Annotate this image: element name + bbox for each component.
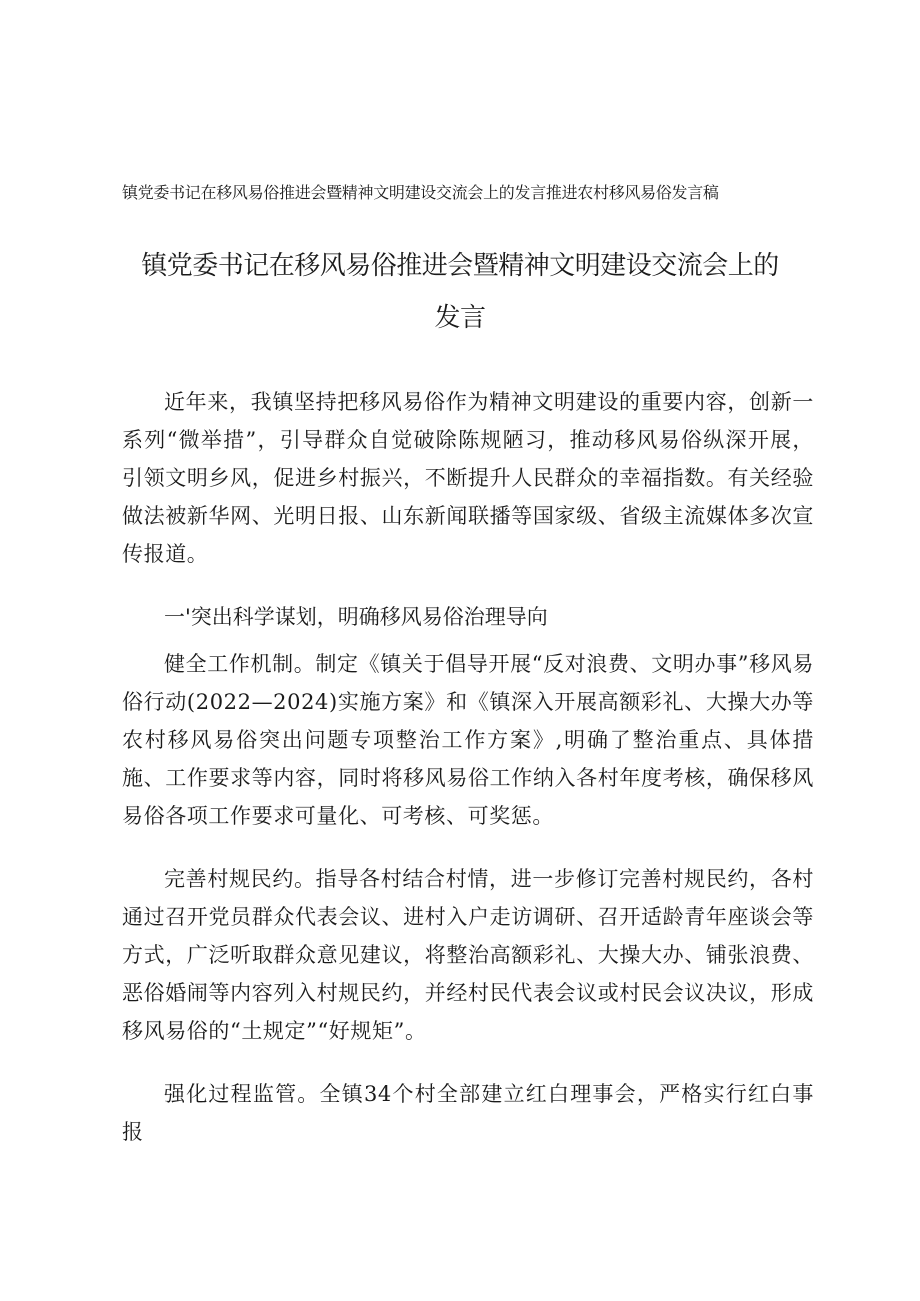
document-title: 镇党委书记在移风易俗推进会暨精神文明建设交流会上的发言	[141, 251, 779, 333]
paragraph-process-supervision: 强化过程监管。全镇34个村全部建立红白理事会，严格实行红白事报	[122, 1082, 814, 1144]
running-header: 镇党委书记在移风易俗推进会暨精神文明建设交流会上的发言推进农村移风易俗发言稿	[122, 183, 719, 202]
paragraph-village-rules: 完善村规民约。指导各村结合村情，进一步修订完善村规民约，各村通过召开党员群众代表会议、进村入户走访调研、召开适龄青年座谈会等方式，广泛听取群众意见建议，将整治高额彩礼、大操大办、铺张浪费、恶俗婚闹等内容列入村规民约，并经村民代表会议或村民会议决议，形成移风易俗的“土规定”“好规矩”。	[122, 867, 814, 1043]
paragraph-intro: 近年来，我镇坚持把移风易俗作为精神文明建设的重要内容，创新一系列“微举措”，引导群众自觉破除陈规陋习，推动移风易俗纵深开展，引领文明乡风，促进乡村振兴，不断提升人民群众的幸福指数。有关经验做法被新华网、光明日报、山东新闻联播等国家级、省级主流媒体多次宣传报道。	[122, 390, 814, 566]
paragraph-work-mechanism: 健全工作机制。制定《镇关于倡导开展“反对浪费、文明办事”移风易俗行动(2022—2024)实施方案》和《镇深入开展高额彩礼、大操大办等农村移风易俗突出问题专项整治工作方案》,明确了整治重点、具体措施、工作要求等内容，同时将移风易俗工作纳入各村年度考核，确保移风易俗各项工作要求可量化、可考核、可奖惩。	[122, 652, 814, 828]
section-heading: 一'突出科学谋划，明确移风易俗治理导向	[164, 605, 548, 629]
